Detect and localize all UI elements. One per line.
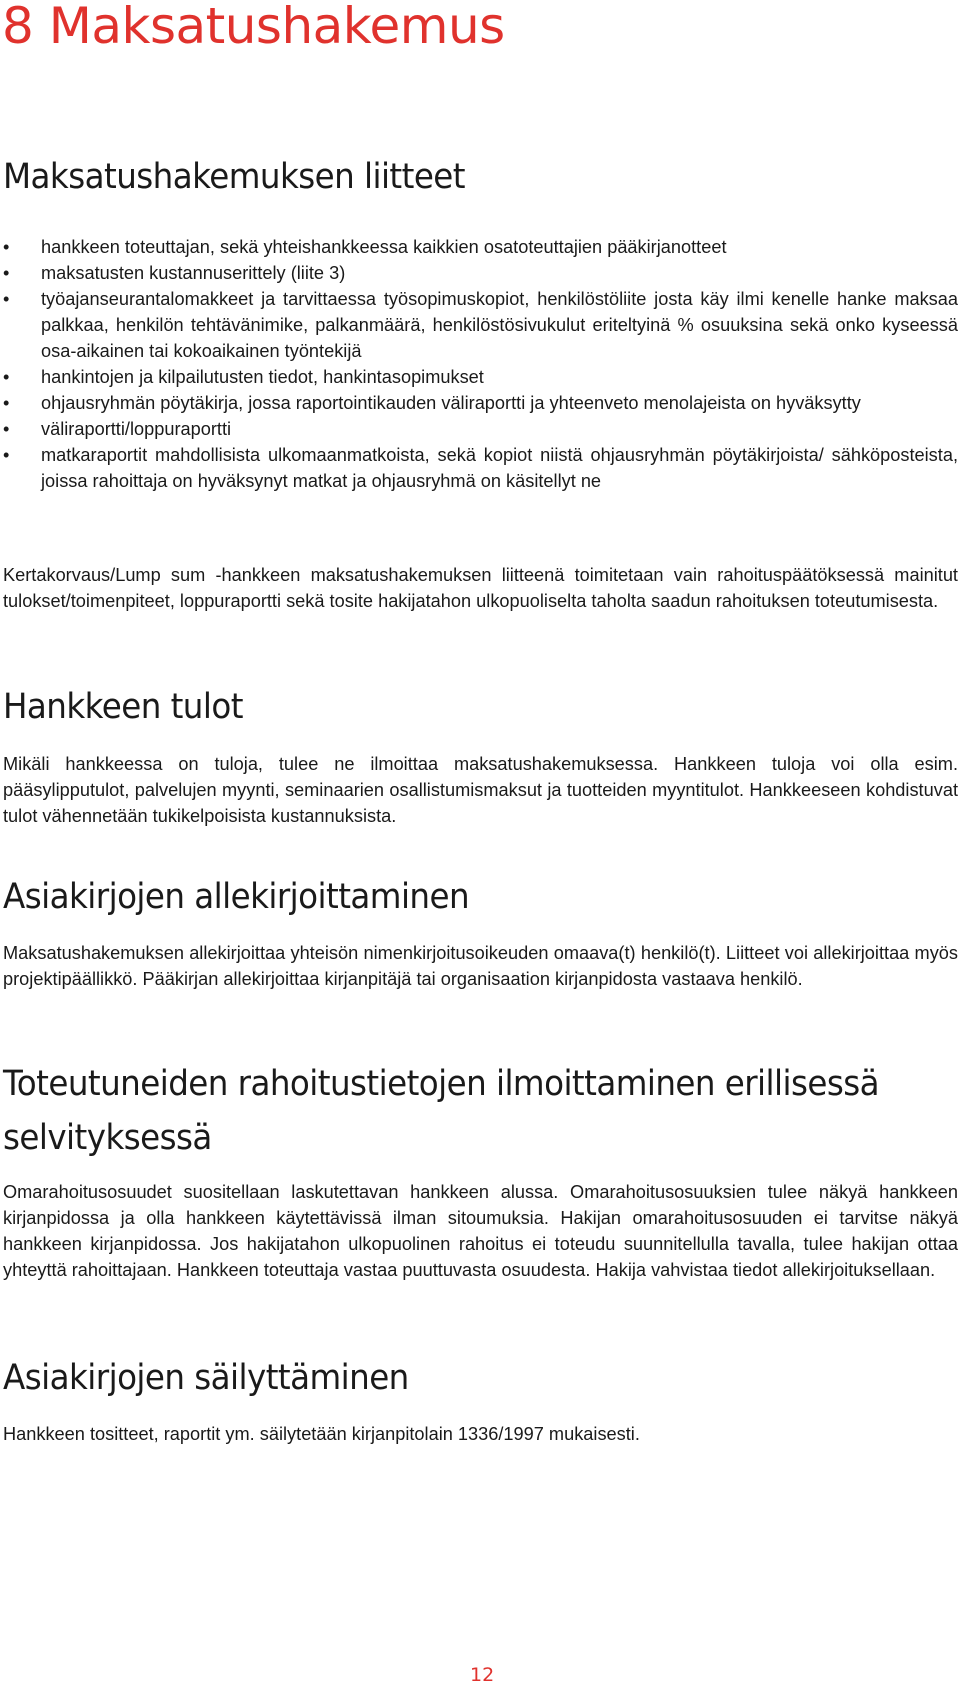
list-item: • matkaraportit mahdollisista ulkomaanmatkoista, sekä kopiot niistä ohjausryhmän pöytäkirjoista/ sähköposteista, joissa rahoittaja on hyväksynyt matkat ja ohjausryhmä on käsitellyt ne [0, 442, 958, 494]
section-heading-tulot: Hankkeen tulot [3, 687, 243, 727]
bullet-icon: • [3, 263, 10, 283]
list-item: • työajanseurantalomakkeet ja tarvittaessa työsopimuskopiot, henkilöstöliite josta käy ilmi kenelle hanke maksaa palkkaa, henkilön tehtävänimike, palkanmäärä, henkilöstösivukulut eriteltyinä % osuuksina sekä onko kyseessä osa-aikainen tai kokoaikainen työntekijä [0, 286, 958, 364]
bullet-icon: • [3, 289, 10, 309]
tulot-paragraph: Mikäli hankkeessa on tuloja, tulee ne ilmoittaa maksatushakemuksessa. Hankkeen tuloja voi olla esim. pääsylipputulot, palvelujen myynti, seminaarien osallistumismaksut ja tuotteiden myyntitulot. Hankkeeseen kohdistuvat tulot vähennetään tukikelpoisista kustannuksista. [3, 754, 958, 826]
attachments-list [0, 234, 958, 494]
list-item: • maksatusten kustannuserittely (liite 3) [0, 260, 958, 286]
list-item: • hankintojen ja kilpailutusten tiedot, hankintasopimukset [0, 364, 958, 390]
section-heading-allekirjoittaminen: Asiakirjojen allekirjoittaminen [3, 877, 470, 917]
bullet-icon: • [3, 445, 10, 465]
sailyttaminen-paragraph: Hankkeen tositteet, raportit ym. säilytetään kirjanpitolain 1336/1997 mukaisesti. [3, 1424, 640, 1444]
list-item: • väliraportti/loppuraportti [0, 416, 958, 442]
section-heading-sailyttaminen: Asiakirjojen säilyttäminen [3, 1358, 409, 1398]
bullet-icon: • [3, 419, 10, 439]
lump-sum-paragraph: Kertakorvaus/Lump sum -hankkeen maksatushakemuksen liitteenä toimitetaan vain rahoituspäätöksessä mainitut tulokset/toimenpiteet, loppuraportti sekä tosite hakijatahon ulkopuoliselta taholta saadun rahoituksen toteutumisesta. [3, 565, 958, 611]
section-heading-liitteet: Maksatushakemuksen liitteet [3, 157, 465, 197]
bullet-icon: • [3, 237, 10, 257]
allekirjoittaminen-paragraph: Maksatushakemuksen allekirjoittaa yhteisön nimenkirjoitusoikeuden omaava(t) henkilö(t). Liitteet voi allekirjoittaa myös projektipäällikkö. Pääkirjan allekirjoittaa kirjanpitäjä tai organisaation kirjanpidosta vastaava henkilö. [3, 943, 958, 989]
list-item: • ohjausryhmän pöytäkirja, jossa raportointikauden väliraportti ja yhteenveto menolajeista on hyväksytty [0, 390, 958, 416]
page-number: 12 [470, 1664, 495, 1686]
bullet-icon: • [3, 393, 10, 413]
rahoitustiedot-paragraph: Omarahoitusosuudet suositellaan laskutettavan hankkeen alussa. Omarahoitusosuuksien tulee näkyä hankkeen kirjanpidossa ja olla hankkeen käytettävissä ilman sitoumuksia. Hakijan omarahoitusosuuden ei tarvitse näkyä hankkeen kirjanpidossa. Jos hakijatahon ulkopuolinen rahoitus ei toteudu suunnitellulla tavalla, tulee hakijan ottaa yhteyttä rahoittajaan. Hankkeen toteuttaja vastaa puuttuvasta osuudesta. Hakija vahvistaa tiedot allekirjoituksellaan. [3, 1182, 958, 1280]
chapter-title: 8 Maksatushakemus [2, 0, 505, 55]
bullet-icon: • [3, 367, 10, 387]
list-item: • hankkeen toteuttajan, sekä yhteishankkeessa kaikkien osatoteuttajien pääkirjanotteet [0, 234, 958, 260]
section-heading-rahoitustiedot: Toteutuneiden rahoitustietojen ilmoittaminen erillisessä selvityksessä [3, 1064, 880, 1158]
